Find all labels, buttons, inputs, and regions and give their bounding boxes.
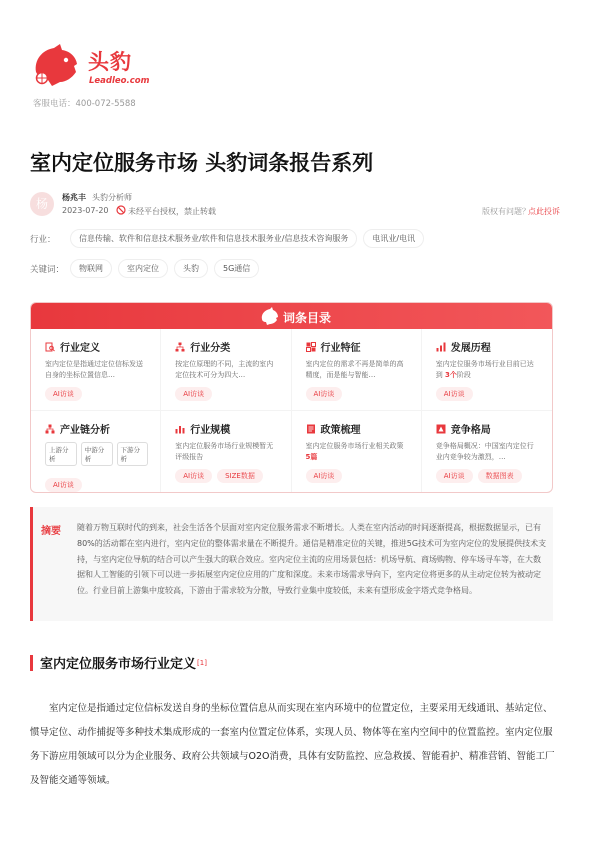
brand-header — [30, 42, 230, 112]
ai-interview-badge[interactable]: AI访谈 — [306, 469, 343, 483]
ai-interview-badge[interactable]: AI访谈 — [306, 387, 343, 401]
toc-item-features[interactable] — [292, 329, 422, 411]
section-title: 室内定位服务市场行业定义 — [40, 657, 197, 672]
size-data-badge[interactable]: SIZE数据 — [217, 469, 263, 483]
toc-desc-text: 阶段 — [456, 371, 471, 379]
hierarchy-icon — [175, 342, 185, 352]
author-block — [30, 192, 560, 220]
toc-item-heading — [306, 339, 409, 354]
keyword-tag[interactable]: 物联网 — [70, 259, 112, 278]
keywords-label: 关键词： — [30, 264, 65, 275]
ai-interview-badge[interactable]: AI访谈 — [436, 469, 473, 483]
toc-grid — [31, 329, 552, 493]
bar-chart-icon — [175, 424, 185, 434]
toc-header — [31, 303, 552, 329]
search-doc-icon — [45, 342, 55, 352]
document-icon — [306, 424, 316, 434]
toc-item-desc: 按定位原理的不同，主流的室内定位技术可分为四大… — [175, 360, 274, 379]
leopard-icon — [259, 306, 279, 326]
toc-item-desc: 室内定位的需求不再是简单的高精度，而是能与智能… — [305, 360, 404, 379]
ai-interview-badge[interactable]: AI访谈 — [45, 478, 82, 492]
toc-item-heading — [306, 421, 409, 436]
keyword-tag[interactable]: 头豹 — [174, 259, 208, 278]
toc-item-heading — [45, 421, 148, 436]
toc-item-title: 行业特征 — [320, 343, 361, 354]
industry-tag[interactable]: 信息传输、软件和信息技术服务业/软件和信息技术服务业/信息技术咨询服务 — [70, 229, 357, 248]
ban-icon — [116, 205, 126, 215]
keyword-tags — [30, 259, 259, 278]
section-accent-bar — [30, 655, 33, 671]
bar-chart-icon — [436, 342, 446, 352]
upstream-chip[interactable]: 上游分析 — [45, 442, 77, 466]
hotline-text: 客服电话：400-072-5588 — [33, 99, 136, 109]
toc-desc-highlight: 5篇 — [305, 453, 318, 461]
toc-item-title: 发展历程 — [450, 343, 491, 354]
toc-item-desc: 竞争格局概况：中国室内定位行业内竞争较为激烈，… — [435, 442, 534, 461]
avatar: 杨 — [30, 192, 54, 216]
industry-tag[interactable]: 电讯业/电讯 — [363, 229, 424, 248]
abstract-label: 摘要 — [41, 526, 61, 537]
toc-item-market-size[interactable] — [161, 411, 291, 493]
footnote-ref[interactable]: [1] — [197, 658, 207, 667]
brand-name-cn: 头豹 — [88, 50, 132, 74]
publish-date: 2023-07-20 — [62, 206, 109, 215]
toc-item-title: 行业规模 — [190, 425, 231, 436]
toc-card — [30, 302, 553, 493]
toc-item-desc — [306, 441, 409, 463]
toc-item-desc — [436, 359, 540, 381]
toc-item-heading — [436, 339, 540, 354]
industry-tags — [30, 229, 424, 248]
toc-item-title: 产业链分析 — [60, 425, 110, 436]
brand-name-en: Leadleo.com — [89, 76, 150, 86]
toc-item-heading — [45, 339, 148, 354]
leopard-logo-icon — [30, 42, 80, 88]
toc-desc-text: 室内定位服务市场行业目前已达到 — [435, 360, 534, 379]
keyword-tag[interactable]: 室内定位 — [118, 259, 168, 278]
toc-item-heading — [436, 421, 540, 436]
author-name[interactable]: 杨兆丰 — [62, 193, 86, 202]
copyright-question: 版权有问题？ — [482, 207, 530, 216]
ai-interview-badge[interactable]: AI访谈 — [436, 387, 473, 401]
abstract-text: 随着万物互联时代的到来，社会生活各个层面对室内定位服务需求不断增长。人类在室内活动的时间逐渐提高，根据数据显示，已有80%的活动都在室内进行，室内定位的整体需求量在不断提升。通信是精准定位的关键，推进5G技术可为室内定位的发展提供技术支持，与室内定位导航的结合可以产生强大的联合效应。室内定位主流的应用场景包括：机场导航、商场购物、停车场寻车等，在大数据和人工智能的引领下可以进一步拓展室内定位应用的广度和深度。未来市场需求导向下，室内定位将更多的从主动定位转为被动定位。行业目前上游集中度较高，下游由于需求较为分散，导致行业集中度较低，未来有望形成金字塔式竞争格局。 — [77, 523, 547, 596]
toc-item-industry-chain[interactable] — [31, 411, 161, 493]
toc-item-history[interactable] — [422, 329, 552, 411]
keyword-tag[interactable]: 5G通信 — [214, 259, 259, 278]
toc-item-definition[interactable] — [31, 329, 161, 411]
report-complaint-link[interactable]: 点此投诉 — [528, 207, 560, 216]
toc-item-title: 行业定义 — [60, 343, 100, 354]
abstract-accent-bar — [30, 507, 33, 621]
definition-paragraph: 室内定位是指通过定位信标发送自身的坐标位置信息从而实现在室内环境中的位置定位，主要采用无线通讯、基站定位、惯导定位、动作捕捉等多种技术集成形成的一套室内位置定位体系，实现人员、物体等在室内空间中的位置监控。室内定位服务下游应用领域可以分为企业服务、政府公共领域与O2O消费，具体有安防监控、应急救援、智能看护、精准营销、智能工厂及智能交通等领域。 — [30, 703, 555, 786]
toc-item-title: 行业分类 — [190, 343, 231, 354]
downstream-chip[interactable]: 下游分析 — [117, 442, 149, 466]
midstream-chip[interactable]: 中游分析 — [81, 442, 113, 466]
competition-icon — [436, 424, 446, 434]
section-heading — [30, 653, 207, 672]
toc-item-competition[interactable] — [422, 411, 552, 493]
industry-label: 行业： — [30, 234, 56, 245]
toc-item-title: 政策梳理 — [320, 425, 361, 436]
reprint-notice: 未经平台授权，禁止转载 — [128, 207, 216, 216]
ai-interview-badge[interactable]: AI访谈 — [175, 387, 212, 401]
toc-item-classification[interactable] — [161, 329, 291, 411]
toc-item-desc: 室内定位服务市场行业规模暂无评级报告 — [175, 442, 274, 461]
toc-item-desc: 室内定位是指通过定位信标发送自身的坐标位置信息… — [45, 360, 143, 379]
ai-interview-badge[interactable]: AI访谈 — [175, 469, 212, 483]
author-role: 头豹分析师 — [92, 193, 132, 202]
toc-item-title: 竞争格局 — [450, 425, 491, 436]
abstract-box — [30, 507, 553, 621]
toc-desc-highlight: 3个 — [444, 371, 457, 379]
toc-item-heading — [175, 421, 278, 436]
grid-icon — [306, 342, 316, 352]
toc-desc-text: 室内定位服务市场行业相关政策 — [305, 442, 404, 450]
toc-title: 词条目录 — [283, 311, 332, 325]
ai-interview-badge[interactable]: AI访谈 — [45, 387, 82, 401]
tree-icon — [45, 424, 55, 434]
data-chart-badge[interactable]: 数据图表 — [478, 469, 522, 483]
toc-item-policy[interactable] — [292, 411, 422, 493]
page-title: 室内定位服务市场 头豹词条报告系列 — [30, 151, 374, 175]
toc-item-heading — [175, 339, 278, 354]
